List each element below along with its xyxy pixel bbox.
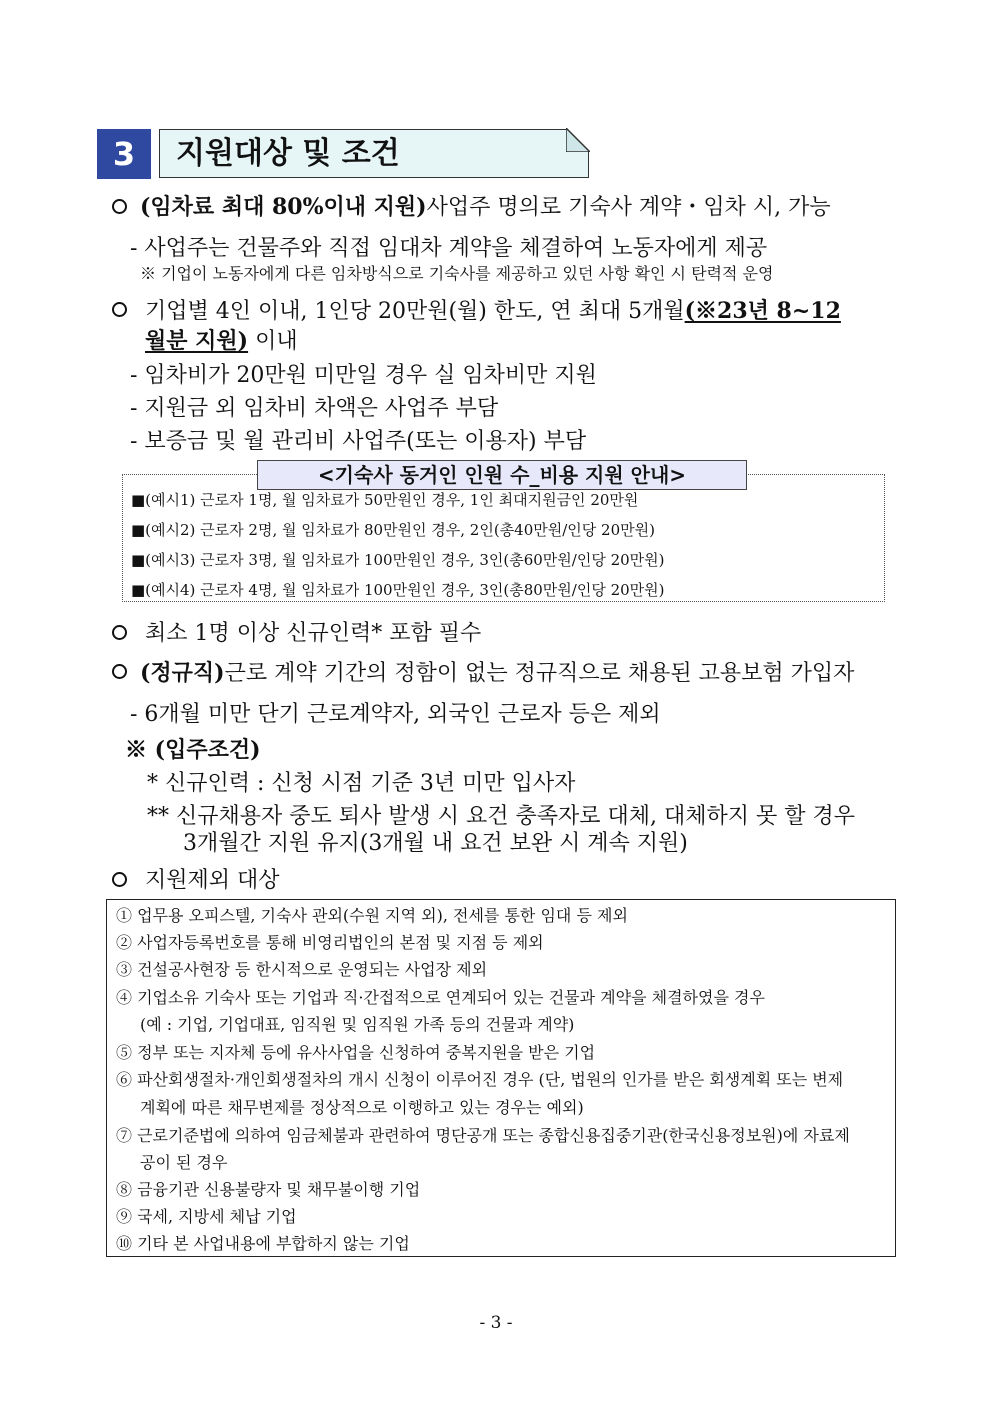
condition-replacement: ** 신규채용자 중도 퇴사 발생 시 요건 충족자로 대체, 대체하지 못 할 경우 (147, 804, 855, 829)
sub-difference-employer: - 지원금 외 임차비 차액은 사업주 부담 (130, 396, 499, 421)
circle-bullet-icon (112, 625, 127, 640)
exclusion-item: ① 업무용 오피스텔, 기숙사 관외(수원 지역 외), 전세를 통한 임대 등 제외 (116, 906, 628, 925)
circle-bullet-icon (112, 199, 127, 214)
exclusion-item: ⑤ 정부 또는 지자체 등에 유사사업을 신청하여 중복지원을 받은 기업 (116, 1043, 596, 1062)
exclusion-item: ⑨ 국세, 지방세 체납 기업 (116, 1207, 297, 1226)
example-row: ■(예시2) 근로자 2명, 월 임차료가 80만원인 경우, 2인(총40만원/인당 20만원) (131, 521, 655, 539)
support-limit-text: 기업별 4인 이내, 1인당 20만원(월) 한도, 연 최대 5개월 (145, 299, 685, 324)
rent-support-bold: (임차료 최대 80%이내 지원) (140, 194, 427, 220)
exclusion-item: ② 사업자등록번호를 통해 비영리법인의 본점 및 지점 등 제외 (116, 933, 544, 952)
condition-new-hire: * 신규인력 : 신청 시점 기준 3년 미만 입사자 (147, 771, 576, 796)
exclusion-item: ⑧ 금융기관 신용불량자 및 채무불이행 기업 (116, 1180, 421, 1199)
exclusion-item: ④ 기업소유 기숙사 또는 기업과 직·간접적으로 연계되어 있는 건물과 계약을 체결하였을 경우 (116, 988, 765, 1007)
bullet-rent-support (140, 190, 831, 221)
support-limit-rest: 이내 (248, 329, 298, 354)
support-period-bold-2: 월분 지원) (145, 328, 249, 354)
circle-bullet-icon (112, 664, 127, 679)
regular-worker-bold: (정규직) (140, 660, 225, 686)
exclusion-item-cont: 계획에 따른 채무변제를 정상적으로 이행하고 있는 경우는 예외) (140, 1098, 584, 1117)
sub-deposit-employer: - 보증금 및 월 관리비 사업주(또는 이용자) 부담 (130, 429, 587, 454)
sub-exclude-short-term: - 6개월 미만 단기 근로계약자, 외국인 근로자 등은 제외 (130, 702, 661, 727)
residence-condition-title: ※ (입주조건) (125, 737, 261, 763)
exclusion-item: ⑩ 기타 본 사업내용에 부합하지 않는 기업 (116, 1234, 410, 1253)
exclusion-item-cont: (예 : 기업, 기업대표, 임직원 및 임직원 가족 등의 건물과 계약) (140, 1015, 575, 1034)
exclusion-item: ③ 건설공사현장 등 한시적으로 운영되는 사업장 제외 (116, 960, 488, 979)
bullet-exclusion-title: 지원제외 대상 (145, 868, 280, 893)
example-row: ■(예시1) 근로자 1명, 월 임차료가 50만원인 경우, 1인 최대지원금인 20만원 (131, 491, 639, 509)
regular-worker-text: 근로 계약 기간의 정함이 없는 정규직으로 채용된 고용보험 가입자 (224, 661, 855, 686)
rent-support-text: 사업주 명의로 기숙사 계약・임차 시, 가능 (426, 195, 831, 220)
bullet-regular-worker (140, 656, 854, 687)
example-row: ■(예시3) 근로자 3명, 월 임차료가 100만원인 경우, 3인(총60만원/인당 20만원) (131, 551, 665, 569)
section-number: 3 (97, 129, 151, 179)
support-period-bold: (※23년 8~12 (684, 298, 841, 324)
condition-replacement-cont: 3개월간 지원 유지(3개월 내 요건 보완 시 계속 지원) (183, 831, 688, 856)
section-title-text: 지원대상 및 조건 (176, 136, 400, 171)
note-flexible-operation: ※ 기업이 노동자에게 다른 임차방식으로 기숙사를 제공하고 있던 사항 확인 시 탄력적 운영 (140, 264, 774, 283)
bullet-support-limit-cont (145, 324, 298, 355)
sub-actual-rent: - 임차비가 20만원 미만일 경우 실 임차비만 지원 (130, 363, 597, 388)
exclusion-item-cont: 공이 된 경우 (140, 1153, 228, 1172)
exclusion-item: ⑥ 파산회생절차·개인회생절차의 개시 신청이 이루어진 경우 (단, 법원의 인가를 받은 회생계획 또는 변제 (116, 1070, 844, 1089)
circle-bullet-icon (112, 872, 127, 887)
bullet-new-hire: 최소 1명 이상 신규인력* 포함 필수 (145, 621, 482, 646)
section-title (159, 129, 589, 178)
bullet-support-limit (145, 294, 841, 325)
page-number: - 3 - (479, 1313, 513, 1333)
example-title: <기숙사 동거인 인원 수_비용 지원 안내> (257, 460, 747, 490)
example-row: ■(예시4) 근로자 4명, 월 임차료가 100만원인 경우, 3인(총80만원/인당 20만원) (131, 581, 665, 599)
exclusion-item: ⑦ 근로기준법에 의하여 임금체불과 관련하여 명단공개 또는 종합신용집중기관(한국신용정보원)에 자료제 (116, 1126, 850, 1145)
sub-landlord-contract: - 사업주는 건물주와 직접 임대차 계약을 체결하여 노동자에게 제공 (130, 236, 768, 261)
folded-corner-icon (566, 128, 590, 152)
circle-bullet-icon (112, 302, 127, 317)
